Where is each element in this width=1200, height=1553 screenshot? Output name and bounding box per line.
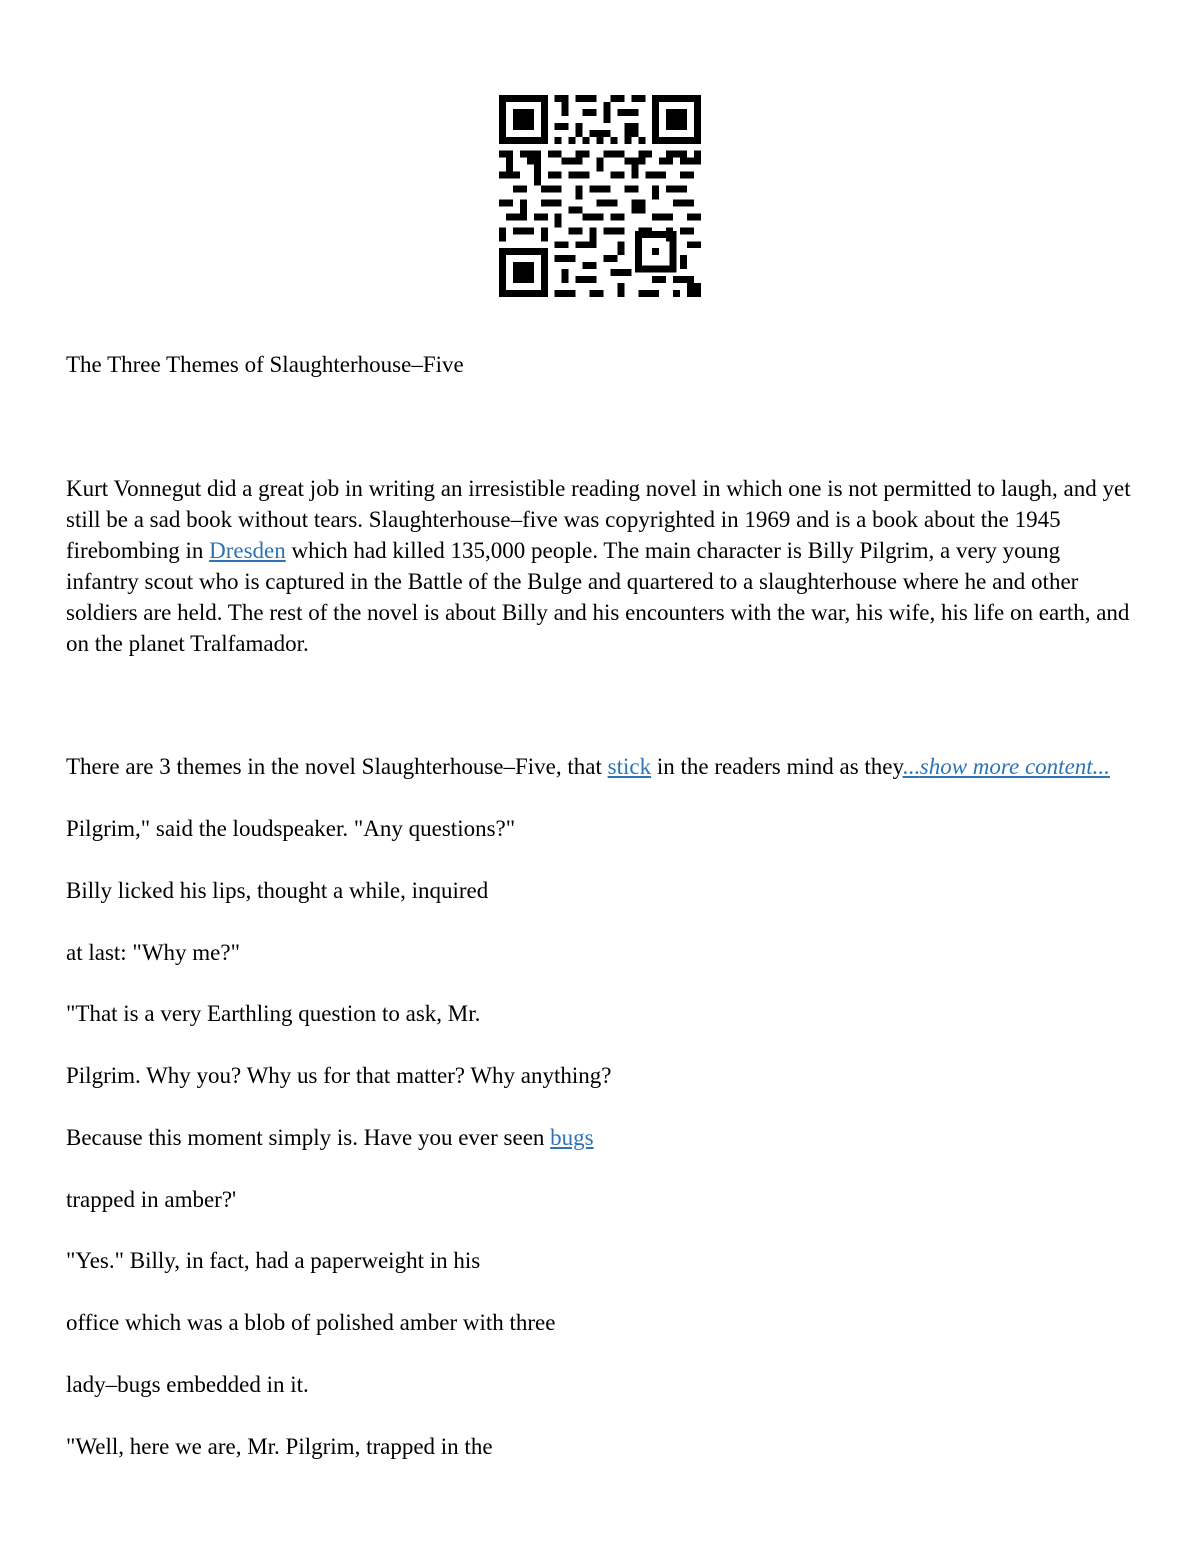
excerpt-line: trapped in amber?' bbox=[66, 1187, 237, 1212]
excerpt-line: Pilgrim," said the loudspeaker. "Any questions?" bbox=[66, 816, 516, 841]
themes-paragraph bbox=[66, 751, 1136, 782]
excerpt-line: at last: "Why me?" bbox=[66, 940, 240, 965]
intro-paragraph bbox=[66, 473, 1136, 659]
bugs-link[interactable]: bugs bbox=[550, 1125, 594, 1150]
dresden-link[interactable]: Dresden bbox=[209, 538, 286, 563]
excerpt-line: "Yes." Billy, in fact, had a paperweight in his bbox=[66, 1248, 481, 1273]
qr-code-icon bbox=[499, 95, 701, 297]
excerpt-line bbox=[66, 1122, 1136, 1153]
show-more-content-link[interactable] bbox=[903, 754, 1110, 779]
excerpt-line: office which was a blob of polished amber with three bbox=[66, 1310, 556, 1335]
themes-text-before: There are 3 themes in the novel Slaughterhouse–Five, that bbox=[66, 754, 608, 779]
excerpt-line: Pilgrim. Why you? Why us for that matter? Why anything? bbox=[66, 1063, 612, 1088]
document-title: The Three Themes of Slaughterhouse–Five bbox=[66, 352, 464, 377]
stick-link[interactable]: stick bbox=[607, 754, 652, 779]
show-more-label: show more content... bbox=[919, 754, 1110, 779]
excerpt-line: Billy licked his lips, thought a while, inquired bbox=[66, 878, 489, 903]
excerpt-line: lady–bugs embedded in it. bbox=[66, 1372, 309, 1397]
excerpt-line: "That is a very Earthling question to ask, Mr. bbox=[66, 1001, 481, 1026]
intro-text-before: Kurt Vonnegut did a great job in writing an irresistible reading novel in which one is not permitted to laugh, and yet still be a sad book without tears. Slaughterhouse–five was copyrighted in 1969 and is a book about the 1945 firebombing in bbox=[66, 476, 1131, 563]
intro-text-after: which had killed 135,000 people. The main character is Billy Pilgrim, a very young infantry scout who is captured in the Battle of the Bulge and quartered to a slaughterhouse where he and other soldiers are held. The rest of the novel is about Billy and his encounters with the war, his wife, his life on earth, and on the planet Tralfamador. bbox=[66, 538, 1130, 656]
themes-text-after: in the readers mind as they bbox=[651, 754, 903, 779]
excerpt-text: Because this moment simply is. Have you ever seen bbox=[66, 1125, 551, 1150]
excerpt-line: "Well, here we are, Mr. Pilgrim, trapped in the bbox=[66, 1434, 493, 1459]
ellipsis: ... bbox=[902, 754, 920, 779]
